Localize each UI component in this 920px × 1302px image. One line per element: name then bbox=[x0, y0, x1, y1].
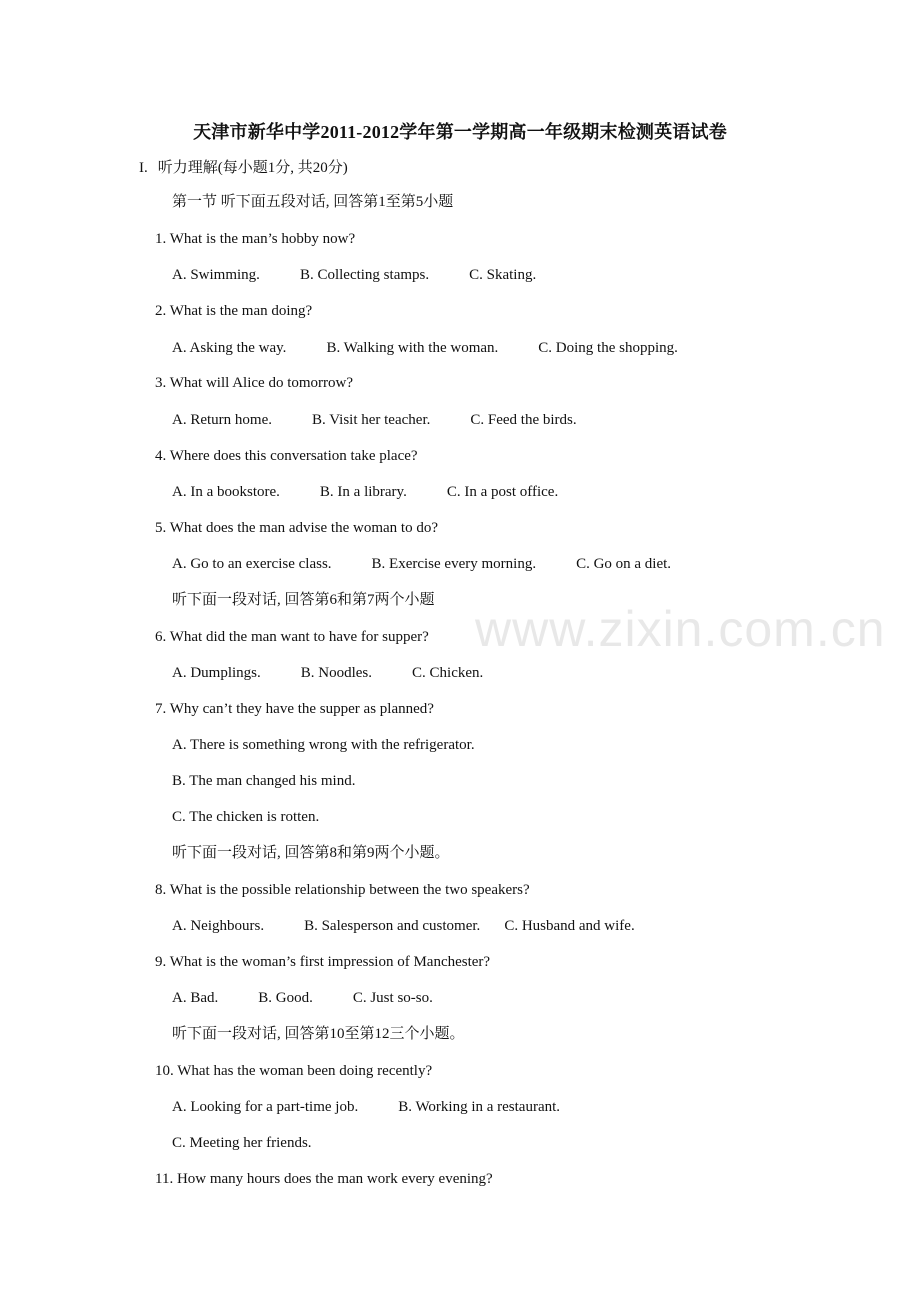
section-heading bbox=[139, 156, 348, 177]
option: A. In a bookstore. bbox=[172, 484, 280, 500]
part-header: 第一节 听下面五段对话, 回答第1至第5小题 bbox=[172, 194, 454, 210]
option: C. Just so-so. bbox=[352, 990, 433, 1006]
option: C. Doing the shopping. bbox=[538, 340, 678, 356]
instruction-10-12: 听下面一段对话, 回答第10至第12三个小题。 bbox=[172, 1026, 465, 1042]
option: A. Swimming. bbox=[172, 267, 260, 283]
question-1: 1. What is the man’s hobby now? bbox=[155, 231, 356, 247]
question-2: 2. What is the man doing? bbox=[155, 303, 313, 319]
options-10 bbox=[172, 1097, 560, 1117]
option: C. Chicken. bbox=[412, 665, 484, 681]
option: C. Feed the birds. bbox=[470, 412, 577, 428]
options-9 bbox=[172, 988, 433, 1008]
option: A. Bad. bbox=[172, 990, 219, 1006]
option: B. Good. bbox=[258, 990, 313, 1006]
option: A. Asking the way. bbox=[172, 340, 287, 356]
instruction-6-7: 听下面一段对话, 回答第6和第7两个小题 bbox=[172, 592, 435, 608]
option: B. Walking with the woman. bbox=[326, 340, 499, 356]
option: B. Collecting stamps. bbox=[299, 267, 430, 283]
instruction-8-9: 听下面一段对话, 回答第8和第9两个小题。 bbox=[172, 845, 450, 861]
question-3: 3. What will Alice do tomorrow? bbox=[155, 375, 354, 391]
option: B. Salesperson and customer. bbox=[304, 918, 481, 934]
question-4: 4. Where does this conversation take place? bbox=[155, 448, 418, 464]
option: C. Husband and wife. bbox=[504, 918, 635, 934]
option: A. Neighbours. bbox=[172, 918, 265, 934]
options-4 bbox=[172, 482, 558, 502]
option: A. Return home. bbox=[172, 412, 272, 428]
option: A. Looking for a part-time job. bbox=[172, 1099, 359, 1115]
question-7: 7. Why can’t they have the supper as planned? bbox=[155, 701, 434, 717]
option: B. In a library. bbox=[319, 484, 407, 500]
options-3 bbox=[172, 410, 577, 430]
option: C. Meeting her friends. bbox=[172, 1135, 312, 1151]
options-1 bbox=[172, 265, 536, 285]
option: B. Working in a restaurant. bbox=[398, 1099, 561, 1115]
option: C. Skating. bbox=[469, 267, 537, 283]
options-6 bbox=[172, 663, 483, 683]
exam-title: 天津市新华中学2011-2012学年第一学期高一年级期末检测英语试卷 bbox=[193, 122, 727, 142]
option: A. Dumplings. bbox=[172, 665, 261, 681]
question-9: 9. What is the woman’s first impression of Manchester? bbox=[155, 954, 491, 970]
option: C. Go on a diet. bbox=[576, 556, 672, 572]
question-11: 11. How many hours does the man work every evening? bbox=[155, 1171, 493, 1187]
option: B. Exercise every morning. bbox=[371, 556, 537, 572]
option: B. Visit her teacher. bbox=[311, 412, 431, 428]
option: A. Go to an exercise class. bbox=[172, 556, 332, 572]
section-number: I. bbox=[139, 160, 148, 176]
question-8: 8. What is the possible relationship between the two speakers? bbox=[155, 882, 530, 898]
option: C. In a post office. bbox=[446, 484, 559, 500]
option: B. The man changed his mind. bbox=[172, 773, 356, 789]
question-5: 5. What does the man advise the woman to do? bbox=[155, 520, 438, 536]
option: C. The chicken is rotten. bbox=[172, 809, 320, 825]
option: B. Noodles. bbox=[300, 665, 373, 681]
options-8 bbox=[172, 916, 635, 936]
question-10: 10. What has the woman been doing recently? bbox=[155, 1063, 433, 1079]
section-text: 听力理解(每小题1分, 共20分) bbox=[157, 160, 348, 176]
option: A. There is something wrong with the refrigerator. bbox=[172, 737, 475, 753]
options-2 bbox=[172, 338, 678, 358]
watermark: www.zixin.com.cn bbox=[475, 601, 886, 657]
options-5 bbox=[172, 554, 671, 574]
question-6: 6. What did the man want to have for supper? bbox=[155, 629, 429, 645]
